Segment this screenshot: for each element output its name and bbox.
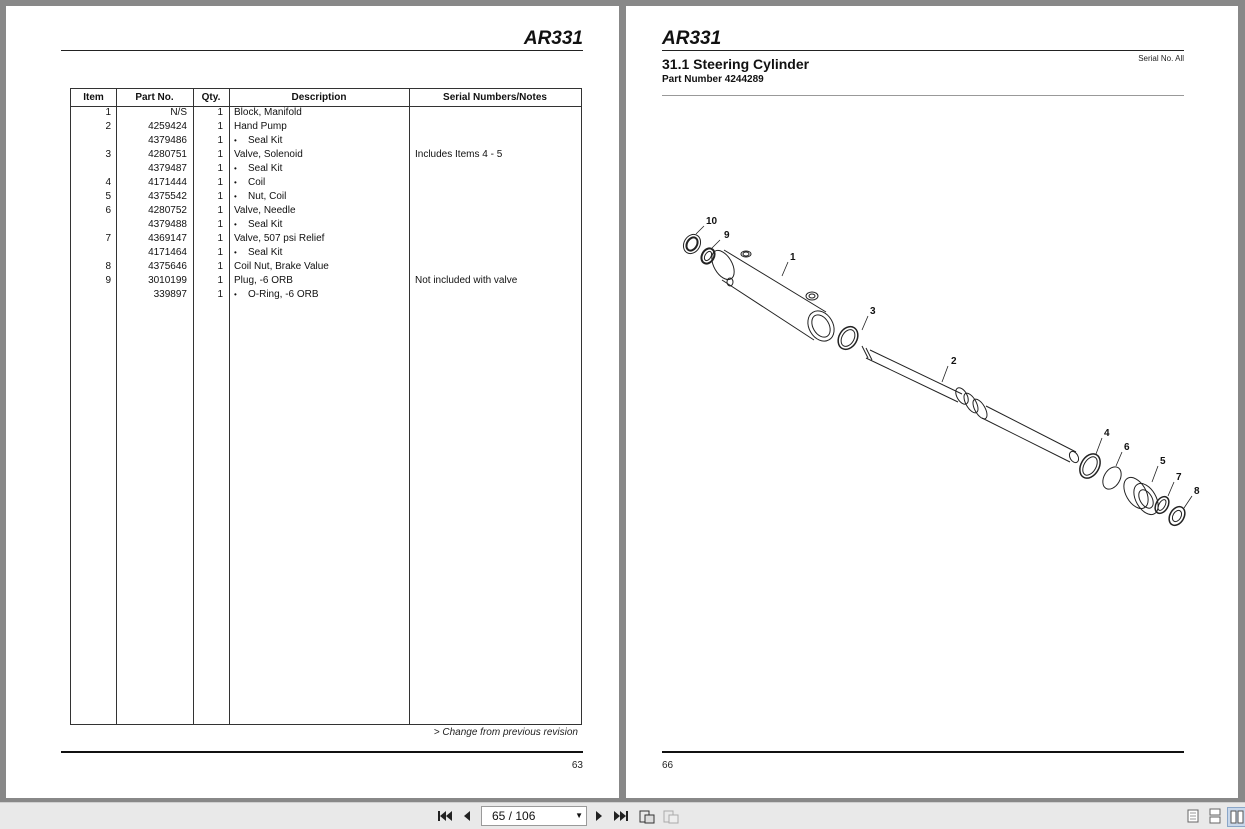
table-row — [71, 176, 581, 190]
description-cell: Seal Kit — [248, 219, 283, 230]
description-cell: O-Ring, -6 ORB — [248, 289, 319, 300]
item-cell: 4 — [105, 177, 111, 188]
callout-label: 2 — [951, 356, 957, 367]
header-part-no: Part No. — [135, 92, 174, 103]
left-page — [6, 6, 619, 798]
part-number-cell: 4369147 — [148, 233, 187, 244]
part-number-cell: 4280751 — [148, 149, 187, 160]
part-number-cell: N/S — [170, 107, 187, 118]
table-row — [71, 134, 581, 148]
table-row — [71, 218, 581, 232]
sub-item-bullet: • — [234, 164, 237, 173]
qty-cell: 1 — [217, 219, 223, 230]
table-row — [71, 120, 581, 134]
table-row — [71, 106, 581, 120]
table-row — [71, 260, 581, 274]
part-number-cell: 3010199 — [148, 275, 187, 286]
callout-label: 7 — [1176, 472, 1182, 483]
item-cell: 3 — [105, 149, 111, 160]
qty-cell: 1 — [217, 149, 223, 160]
item-cell: 6 — [105, 205, 111, 216]
part-1-barrel — [707, 247, 839, 346]
part-number-cell: 4379487 — [148, 163, 187, 174]
leader-lines — [696, 226, 1192, 508]
rotate-icon[interactable] — [638, 807, 656, 825]
page-number: 66 — [662, 760, 674, 771]
qty-cell: 1 — [217, 177, 223, 188]
sub-item-bullet: • — [234, 290, 237, 299]
item-cell: 7 — [105, 233, 111, 244]
callout-label: 10 — [706, 216, 718, 227]
model-title: AR331 — [523, 28, 583, 49]
item-cell: 5 — [105, 191, 111, 202]
model-title: AR331 — [662, 28, 722, 49]
description-cell: Seal Kit — [248, 163, 283, 174]
header-item: Item — [83, 92, 104, 103]
header-qty: Qty. — [201, 92, 221, 103]
part-number-cell: 4379486 — [148, 135, 187, 146]
right-page — [626, 6, 1238, 798]
part-6-o-ring — [1099, 464, 1125, 493]
table-row — [71, 274, 581, 288]
page-number: 63 — [571, 760, 583, 771]
part-number-cell: 4171464 — [148, 247, 187, 258]
qty-cell: 1 — [217, 261, 223, 272]
table-row — [71, 246, 581, 260]
next-page-icon[interactable] — [590, 807, 608, 825]
pdf-toolbar — [0, 802, 1245, 829]
footer-rule — [662, 751, 1184, 753]
item-cell: 1 — [105, 107, 111, 118]
serial-note: Serial No. All — [1138, 54, 1184, 63]
parts-table — [70, 88, 582, 725]
two-page-view-icon[interactable] — [1227, 807, 1245, 827]
callout-label: 3 — [870, 306, 876, 317]
revision-footnote: > Change from previous revision — [433, 727, 578, 738]
header-rule — [662, 50, 1184, 51]
continuous-view-icon[interactable] — [1206, 807, 1224, 825]
table-row — [71, 204, 581, 218]
part-number-cell: 4259424 — [148, 121, 187, 132]
part-10-seal — [680, 231, 704, 256]
part-2-rod — [862, 346, 1080, 464]
description-cell: Seal Kit — [248, 247, 283, 258]
description-cell: Coil — [248, 177, 266, 188]
description-cell: Plug, -6 ORB — [234, 275, 293, 286]
qty-cell: 1 — [217, 247, 223, 258]
last-page-icon[interactable] — [612, 807, 630, 825]
prev-page-icon[interactable] — [458, 807, 476, 825]
description-cell: Block, Manifold — [234, 107, 302, 118]
qty-cell: 1 — [217, 163, 223, 174]
callout-label: 4 — [1104, 428, 1110, 439]
description-cell: Hand Pump — [234, 121, 287, 132]
sub-item-bullet: • — [234, 192, 237, 201]
description-cell: Nut, Coil — [248, 191, 287, 202]
chevron-down-icon[interactable]: ▼ — [575, 811, 583, 820]
callout-label: 5 — [1160, 456, 1166, 467]
qty-cell: 1 — [217, 135, 223, 146]
part-3-ring — [834, 323, 862, 353]
table-row — [71, 162, 581, 176]
qty-cell: 1 — [217, 275, 223, 286]
part-number: Part Number 4244289 — [662, 74, 764, 85]
qty-cell: 1 — [217, 205, 223, 216]
section-title: 31.1 Steering Cylinder — [662, 56, 810, 72]
sub-item-bullet: • — [234, 220, 237, 229]
part-number-cell: 4171444 — [148, 177, 187, 188]
header-rule — [61, 50, 583, 51]
item-cell: 2 — [105, 121, 111, 132]
qty-cell: 1 — [217, 191, 223, 202]
part-number-cell: 4375646 — [148, 261, 187, 272]
sub-item-bullet: • — [234, 136, 237, 145]
qty-cell: 1 — [217, 107, 223, 118]
table-row — [71, 190, 581, 204]
table-row — [71, 288, 581, 302]
part-9-ring — [699, 246, 717, 266]
table-header — [71, 89, 581, 107]
callout-label: 8 — [1194, 486, 1200, 497]
sub-item-bullet: • — [234, 178, 237, 187]
item-cell: 9 — [105, 275, 111, 286]
description-cell: Valve, Needle — [234, 205, 296, 216]
description-cell: Seal Kit — [248, 135, 283, 146]
table-row — [71, 232, 581, 246]
qty-cell: 1 — [217, 121, 223, 132]
qty-cell: 1 — [217, 233, 223, 244]
steering-cylinder-diagram — [666, 196, 1206, 536]
footer-rule — [61, 751, 583, 753]
part-4-ring — [1076, 450, 1105, 482]
page-number-field[interactable] — [481, 806, 587, 826]
page-indicator: 65 / 106 — [492, 809, 536, 823]
notes-cell: Not included with valve — [415, 275, 518, 286]
part-number-cell: 4375542 — [148, 191, 187, 202]
part-number-cell: 339897 — [153, 289, 187, 300]
part-7-seal — [1152, 494, 1171, 516]
title-rule — [662, 95, 1184, 96]
callout-label: 9 — [724, 230, 730, 241]
notes-cell: Includes Items 4 - 5 — [415, 149, 503, 160]
table-row — [71, 148, 581, 162]
part-number-cell: 4379488 — [148, 219, 187, 230]
part-number-cell: 4280752 — [148, 205, 187, 216]
item-cell: 8 — [105, 261, 111, 272]
header-description: Description — [291, 92, 347, 103]
description-cell: Valve, 507 psi Relief — [234, 233, 325, 244]
sub-item-bullet: • — [234, 248, 237, 257]
first-page-icon[interactable] — [436, 807, 454, 825]
description-cell: Coil Nut, Brake Value — [234, 261, 329, 272]
rotate-disabled-icon[interactable] — [662, 807, 680, 825]
callout-label: 6 — [1124, 442, 1130, 453]
description-cell: Valve, Solenoid — [234, 149, 303, 160]
single-page-view-icon[interactable] — [1184, 807, 1202, 825]
callout-label: 1 — [790, 252, 796, 263]
header-notes: Serial Numbers/Notes — [443, 92, 547, 103]
qty-cell: 1 — [217, 289, 223, 300]
